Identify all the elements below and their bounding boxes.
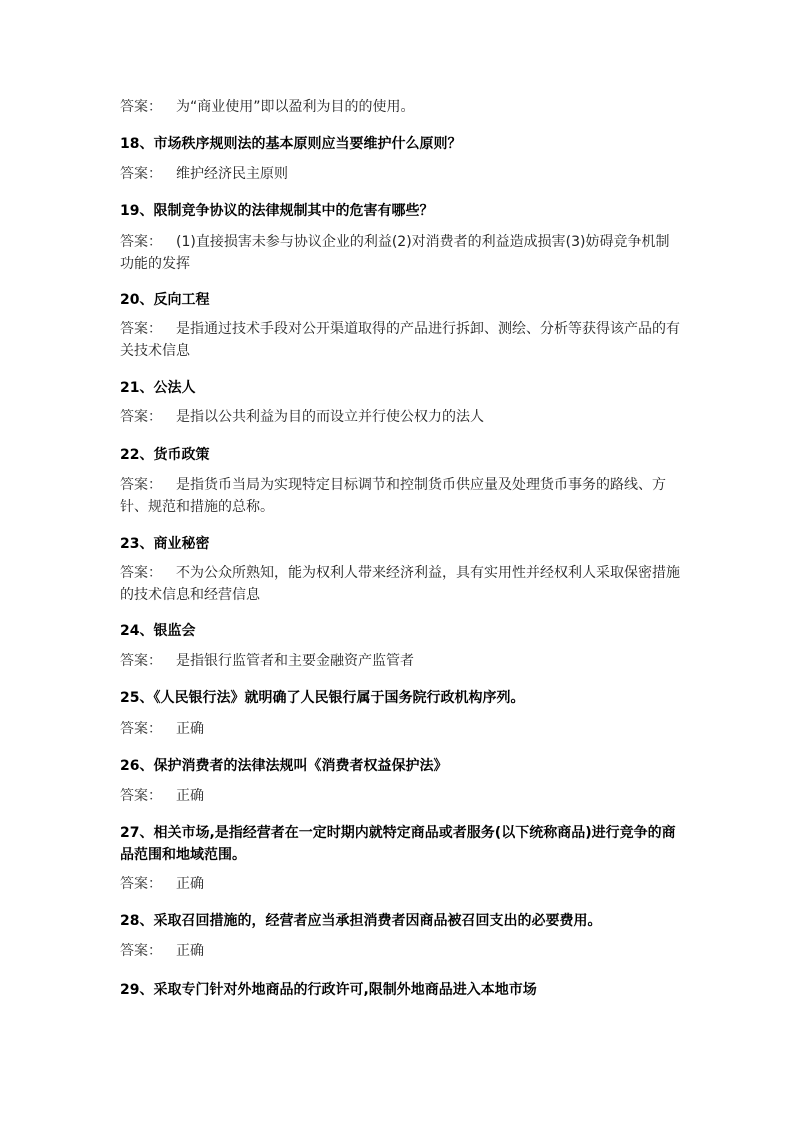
qa-answer-20 [120,318,680,362]
qa-item-27 [120,822,680,866]
answer-text: 为“商业使用”即以盈利为目的的使用。 [176,99,415,115]
answer-text: 是指以公共利益为目的而设立并行使公权力的法人 [176,409,484,425]
qa-answer-26 [120,785,680,807]
answer [120,562,680,606]
question: 28、采取召回措施的，经营者应当承担消费者因商品被召回支出的必要费用。 [120,913,602,929]
answer [120,785,680,807]
qa-answer-23 [120,562,680,606]
answer-label: 答案： [120,876,162,892]
question: 24、银监会 [120,623,196,639]
qa-item-29 [120,979,680,1001]
qa-item-19 [120,200,680,222]
question: 18、市场秩序规则法的基本原则应当要维护什么原则？ [120,136,462,152]
answer-label: 答案： [120,166,162,182]
answer-label: 答案： [120,721,162,737]
answer-label: 答案： [120,565,162,581]
qa-item-26 [120,755,680,777]
answer-text: 是指银行监管者和主要金融资产监管者 [176,653,414,669]
answer-text: 维护经济民主原则 [176,166,288,182]
qa-answer-21 [120,406,680,428]
qa-item-28 [120,910,680,932]
qa-answer-18 [120,163,680,185]
answer-label: 答案： [120,99,162,115]
answer [120,718,680,740]
answer-text: 不为公众所熟知，能为权利人带来经济利益，具有实用性并经权利人采取保密措施的技术信息和经营信息 [120,565,680,603]
qa-item-21 [120,377,680,399]
answer [120,940,680,962]
answer [120,406,680,428]
answer-label: 答案： [120,788,162,804]
question: 29、采取专门针对外地商品的行政许可,限制外地商品进入本地市场 [120,982,537,998]
answer-text: 是指通过技术手段对公开渠道取得的产品进行拆卸、测绘、分析等获得该产品的有关技术信息 [120,321,680,359]
qa-answer-22 [120,474,680,518]
answer [120,474,680,518]
answer-label: 答案： [120,321,162,337]
qa-answer-24 [120,650,680,672]
question: 19、限制竞争协议的法律规制其中的危害有哪些？ [120,203,434,219]
qa-item-25 [120,687,680,709]
answer-label: 答案： [120,653,162,669]
answer-label: 答案： [120,477,162,493]
qa-item-23 [120,533,680,555]
answer [120,163,680,185]
question: 21、公法人 [120,380,196,396]
answer-text: 是指货币当局为实现特定目标调节和控制货币供应量及处理货币事务的路线、方针、规范和措施的总称。 [120,477,666,515]
answer-label: 答案： [120,234,162,250]
answer [120,96,680,118]
answer-label: 答案： [120,409,162,425]
qa-answer-27 [120,873,680,895]
question: 22、货币政策 [120,447,210,463]
qa-answer-25 [120,718,680,740]
answer-text: 正确 [176,943,204,959]
answer-text: 正确 [176,721,204,737]
qa-item-24 [120,620,680,642]
answer [120,650,680,672]
question: 26、保护消费者的法律法规叫《消费者权益保护法》 [120,758,448,774]
qa-answer-28 [120,940,680,962]
answer [120,231,680,275]
question: 25、《人民银行法》就明确了人民银行属于国务院行政机构序列。 [120,690,525,706]
answer [120,873,680,895]
answer-text: (1)直接损害未参与协议企业的利益(2)对消费者的利益造成损害(3)妨碍竞争机制功能的发挥 [120,234,670,272]
qa-item-20 [120,289,680,311]
qa-answer-19 [120,231,680,275]
answer-text: 正确 [176,876,204,892]
qa-item-22 [120,444,680,466]
answer-label: 答案： [120,943,162,959]
question: 27、相关市场,是指经营者在一定时期内就特定商品或者服务(以下统称商品)进行竞争的商品范围和地域范围。 [120,825,676,863]
answer [120,318,680,362]
answer-text: 正确 [176,788,204,804]
qa-item-18 [120,133,680,155]
question: 20、反向工程 [120,292,210,308]
question: 23、商业秘密 [120,536,210,552]
qa-item-17-continued [120,96,680,118]
